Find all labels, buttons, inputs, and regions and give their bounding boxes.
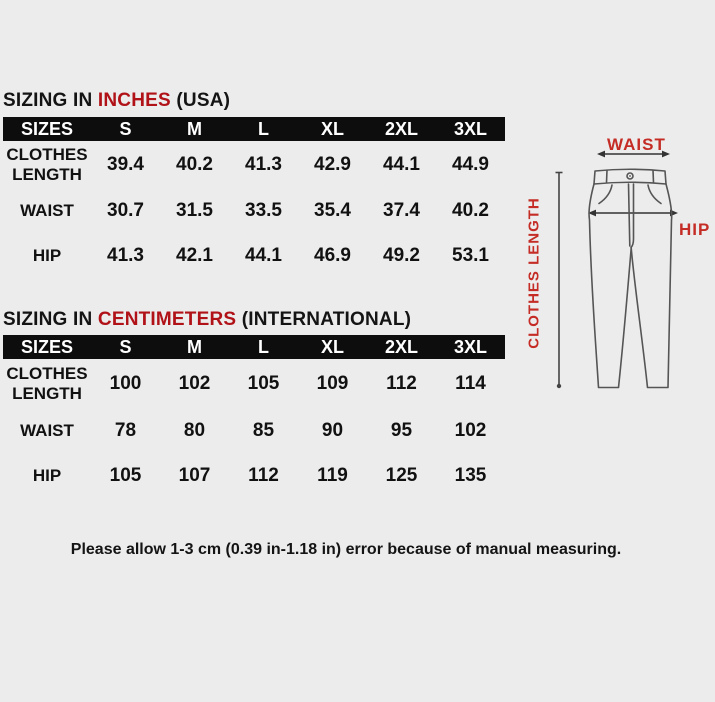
row-label: HIP — [32, 245, 62, 265]
table-cell: 100 — [109, 373, 142, 394]
title-suffix: (USA) — [170, 90, 231, 111]
table-cell: 40.2 — [176, 154, 213, 175]
centimeters-section-title — [3, 309, 411, 331]
hip-diagram-label: HIP — [679, 220, 711, 239]
table-cell: 31.5 — [176, 200, 213, 221]
row-label: CLOTHES LENGTH — [6, 144, 88, 184]
column-header: S — [91, 117, 160, 141]
length-measure-line — [556, 173, 563, 389]
table-cell: 135 — [454, 465, 487, 486]
row-label: WAIST — [20, 420, 74, 440]
table-cell: 112 — [248, 465, 279, 486]
title-prefix: SIZING IN — [3, 309, 98, 330]
row-label: HIP — [32, 465, 62, 485]
table-cell: 114 — [455, 373, 486, 394]
column-header: M — [160, 117, 229, 141]
table-cell: 49.2 — [383, 245, 420, 266]
row-label: CLOTHES LENGTH — [6, 363, 88, 403]
table-cell: 44.1 — [383, 154, 420, 175]
column-header: 2XL — [367, 117, 436, 141]
waist-diagram-label: WAIST — [607, 135, 666, 154]
clothes-length-diagram-label: CLOTHES LENGTH — [525, 197, 543, 349]
table-cell: 107 — [178, 465, 211, 486]
table-cell: 105 — [109, 465, 142, 486]
column-header: XL — [298, 117, 367, 141]
table-cell: 53.1 — [452, 245, 489, 266]
inches-section-title — [3, 90, 230, 112]
table-cell: 105 — [247, 373, 280, 394]
column-header: L — [229, 335, 298, 359]
pants-measurement-diagram — [520, 125, 715, 400]
table-cell: 95 — [390, 420, 413, 441]
column-header: M — [160, 335, 229, 359]
title-unit: CENTIMETERS — [97, 309, 237, 330]
centimeters-size-table — [3, 335, 505, 499]
table-cell: 112 — [386, 373, 417, 394]
table-cell: 102 — [178, 373, 211, 394]
table-cell: 109 — [316, 373, 349, 394]
row-label: WAIST — [20, 200, 74, 220]
table-cell: 119 — [317, 465, 348, 486]
table-cell: 35.4 — [314, 200, 351, 221]
pants-outline — [589, 169, 672, 387]
title-prefix: SIZING IN — [3, 90, 98, 111]
column-header: 3XL — [436, 117, 505, 141]
column-header: 2XL — [367, 335, 436, 359]
table-cell: 44.1 — [245, 245, 282, 266]
column-header: 3XL — [436, 335, 505, 359]
column-header: L — [229, 117, 298, 141]
table-cell: 41.3 — [245, 154, 282, 175]
table-cell: 42.1 — [176, 245, 213, 266]
table-cell: 46.9 — [314, 245, 351, 266]
table-cell: 42.9 — [314, 154, 351, 175]
column-header: SIZES — [3, 117, 91, 141]
title-suffix: (INTERNATIONAL) — [236, 309, 412, 330]
column-header: XL — [298, 335, 367, 359]
measuring-error-note: Please allow 1-3 cm (0.39 in-1.18 in) error because of manual measuring. — [70, 541, 622, 558]
table-cell: 44.9 — [452, 154, 489, 175]
table-cell: 37.4 — [383, 200, 420, 221]
table-cell: 41.3 — [107, 245, 144, 266]
column-header: SIZES — [3, 335, 91, 359]
table-cell: 90 — [321, 420, 344, 441]
table-cell: 78 — [114, 420, 137, 441]
title-unit: INCHES — [97, 90, 171, 111]
table-cell: 33.5 — [245, 200, 282, 221]
table-cell: 102 — [454, 420, 487, 441]
table-cell: 39.4 — [107, 154, 144, 175]
table-cell: 40.2 — [452, 200, 489, 221]
table-cell: 125 — [385, 465, 418, 486]
inches-size-table — [3, 117, 505, 279]
column-header: S — [91, 335, 160, 359]
table-cell: 30.7 — [107, 200, 144, 221]
table-cell: 80 — [183, 420, 206, 441]
table-cell: 85 — [252, 420, 275, 441]
